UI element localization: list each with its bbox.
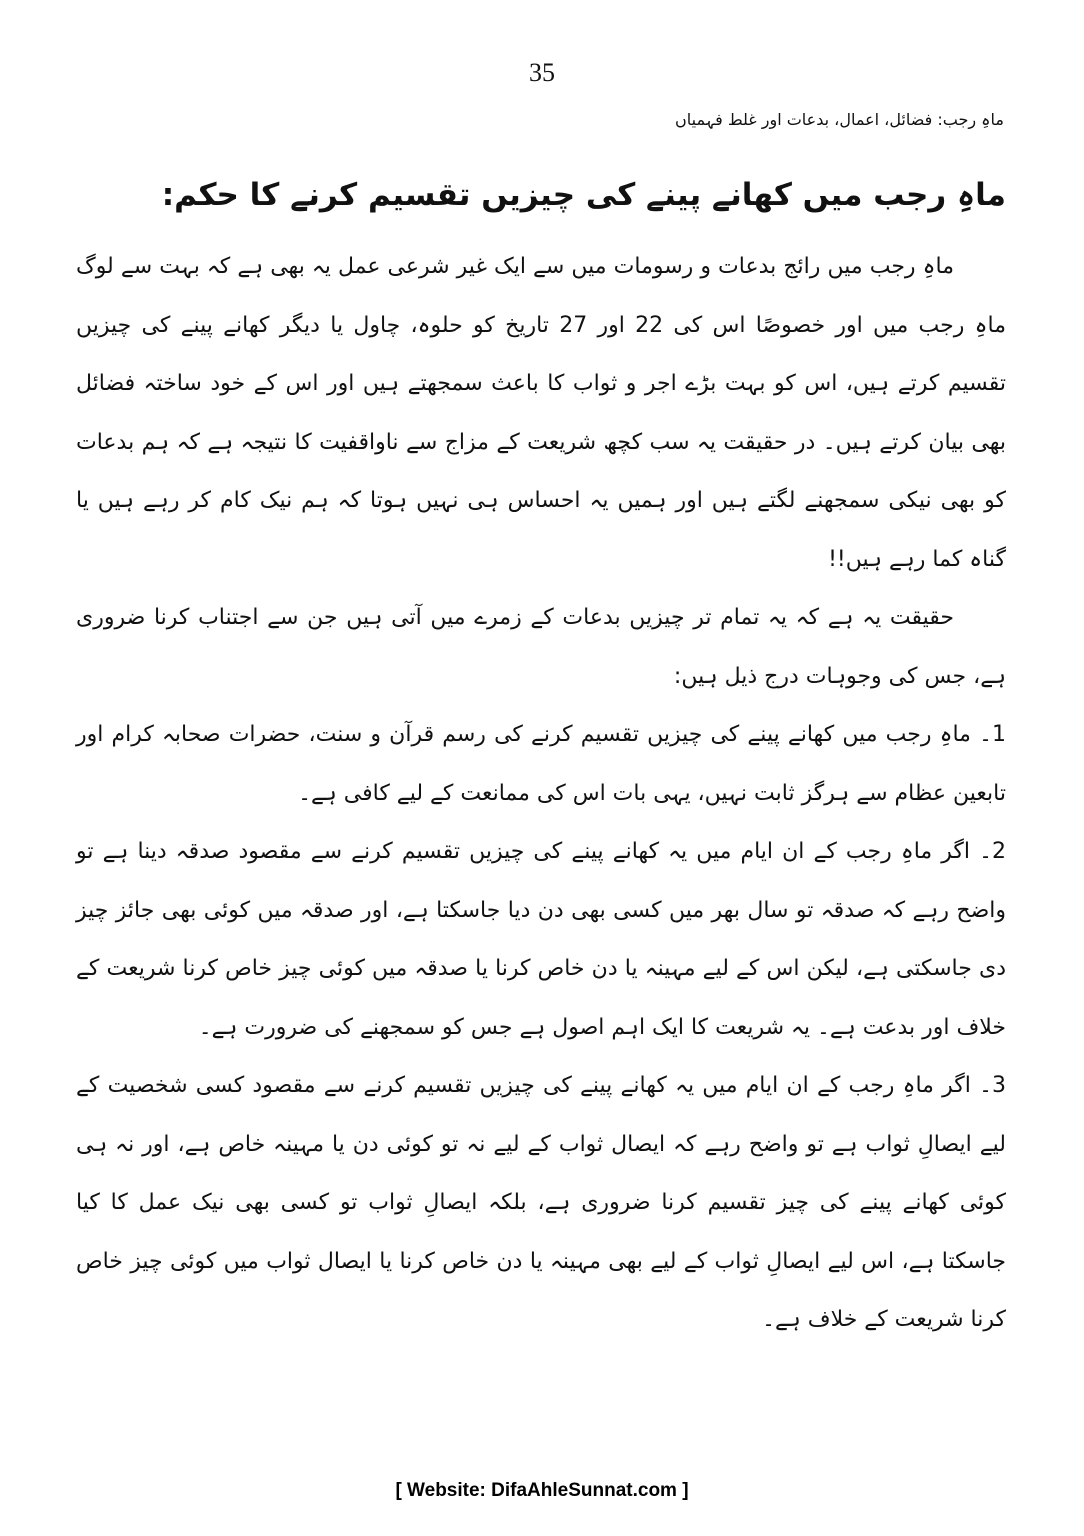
paragraph-reasons: حقیقت یہ ہے کہ یہ تمام تر چیزیں بدعات کے زمرے میں آتی ہیں جن سے اجتناب کرنا ضروری ہے، جس کی وجوہات درج ذیل ہیں: bbox=[76, 605, 1006, 689]
page-number: 35 bbox=[529, 58, 555, 87]
section-heading: ماہِ رجب میں کھانے پینے کی چیزیں تقسیم کرنے کا حکم: bbox=[161, 177, 1006, 213]
paragraph-intro: ماہِ رجب میں رائج بدعات و رسومات میں سے ایک غیر شرعی عمل یہ بھی ہے کہ بہت سے لوگ ماہِ رجب میں اور خصوصًا اس کی 22 اور 27 تاریخ کو حلوہ، چاول یا دیگر کھانے پینے کی چیزیں تقسیم کرتے ہیں، اس کو بہت بڑے اجر و ثواب کا باعث سمجھتے ہیں اور اس کے خود ساختہ فضائل بھی بیان کرتے ہیں۔ در حقیقت یہ سب کچھ شریعت کے مزاج سے ناواقفیت کا نتیجہ ہے کہ ہم بدعات کو بھی نیکی سمجھنے لگتے ہیں اور ہمیں یہ احساس ہی نہیں ہوتا کہ ہم نیک کام کر رہے ہیں یا گناہ کما رہے ہیں!! bbox=[76, 254, 1006, 572]
paragraph-point-2: 2۔ اگر ماہِ رجب کے ان ایام میں یہ کھانے پینے کی چیزیں تقسیم کرنے سے مقصود صدقہ دینا ہے تو واضح رہے کہ صدقہ تو سال بھر میں کسی بھی دن دیا جاسکتا ہے، اور صدقہ میں کوئی بھی جائز چیز دی جاسکتی ہے، لیکن اس کے لیے مہینہ یا دن خاص کرنا یا صدقہ میں کوئی چیز خاص کرنا شریعت کے خلاف اور بدعت ہے۔ یہ شریعت کا ایک اہم اصول ہے جس کو سمجھنے کی ضرورت ہے۔ bbox=[76, 839, 1006, 1040]
website-footer: [ Website: DifaAhleSunnat.com ] bbox=[395, 1480, 689, 1501]
body-text bbox=[76, 238, 1006, 1350]
running-header: ماہِ رجب: فضائل، اعمال، بدعات اور غلط فہمیاں bbox=[675, 110, 1004, 129]
paragraph-point-1: 1۔ ماہِ رجب میں کھانے پینے کی چیزیں تقسیم کرنے کی رسم قرآن و سنت، حضرات صحابہ کرام اور تابعین عظام سے ہرگز ثابت نہیں، یہی بات اس کی ممانعت کے لیے کافی ہے۔ bbox=[76, 722, 1006, 806]
paragraph-point-3: 3۔ اگر ماہِ رجب کے ان ایام میں یہ کھانے پینے کی چیزیں تقسیم کرنے سے مقصود کسی شخصیت کے لیے ایصالِ ثواب ہے تو واضح رہے کہ ایصال ثواب کے لیے نہ تو کوئی دن یا مہینہ خاص ہے، اور نہ ہی کوئی کھانے پینے کی چیز تقسیم کرنا ضروری ہے، بلکہ ایصالِ ثواب تو کسی بھی نیک عمل کا کیا جاسکتا ہے، اس لیے ایصالِ ثواب کے لیے بھی مہینہ یا دن خاص کرنا یا ایصال ثواب میں کوئی چیز خاص کرنا شریعت کے خلاف ہے۔ bbox=[76, 1073, 1006, 1332]
